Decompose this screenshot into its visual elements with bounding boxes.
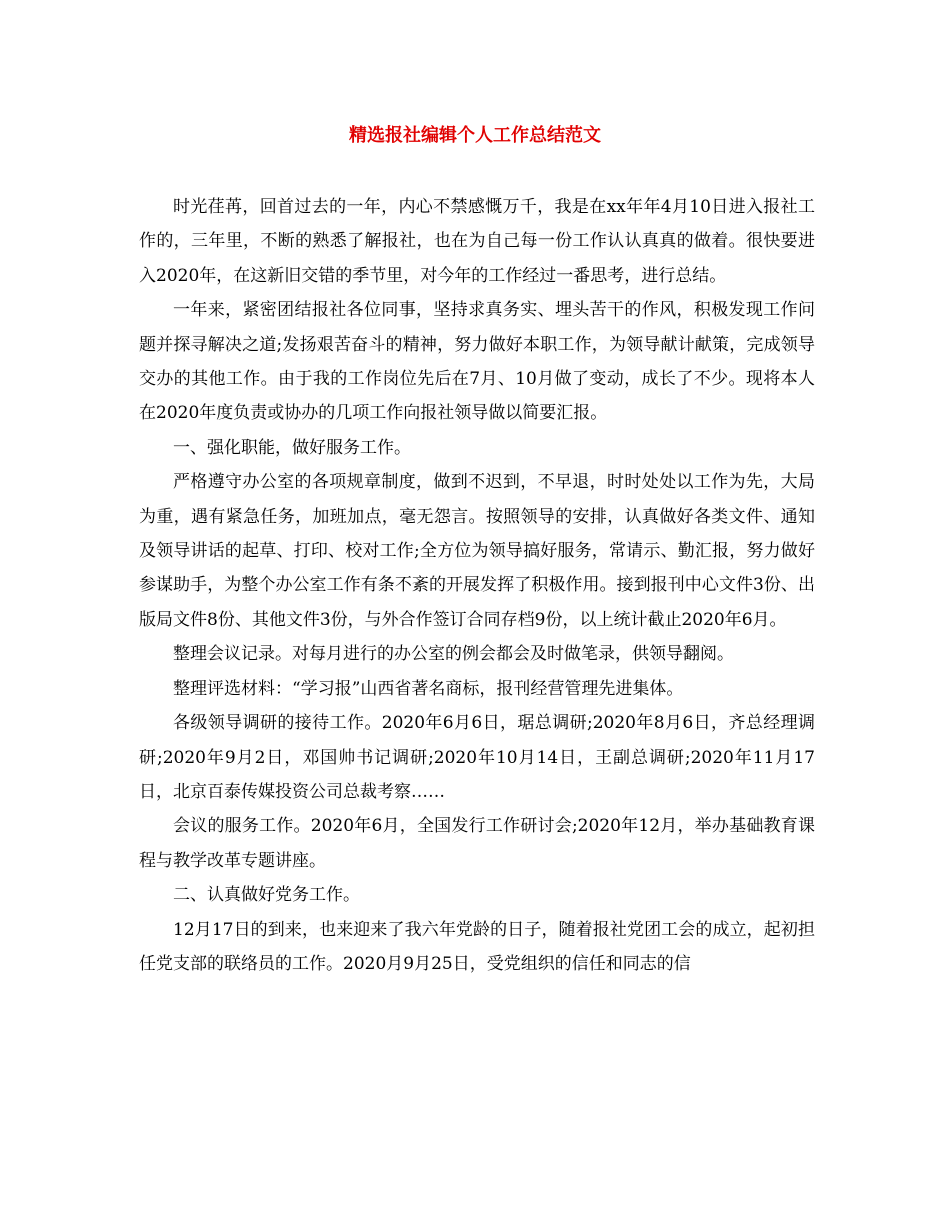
paragraph-6: 各级领导调研的接待工作。2020年6月6日，琚总调研;2020年8月6日，齐总经理调研;2020年9月2日，邓国帅书记调研;2020年10月14日，王副总调研;2020年11月17日，北京百泰传媒投资公司总裁考察……: [139, 713, 815, 802]
paragraph-4: 整理会议记录。对每月进行的办公室的例会都会及时做笔录，供领导翻阅。: [173, 644, 734, 665]
paragraph-2: 一年来，紧密团结报社各位同事，坚持求真务实、埋头苦干的作风，积极发现工作问题并探寻解决之道;发扬艰苦奋斗的精神，努力做好本职工作，为领导献计献策，完成领导交办的其他工作。由于我的工作岗位先后在7月、10月做了变动，成长了不少。现将本人在2020年度负责或协办的几项工作向报社领导做以简要汇报。: [139, 300, 815, 424]
paragraph-3: 严格遵守办公室的各项规章制度，做到不迟到，不早退，时时处处以工作为先，大局为重，遇有紧急任务，加班加点，毫无怨言。按照领导的安排，认真做好各类文件、通知及领导讲话的起草、打印、校对工作;全方位为领导搞好服务，常请示、勤汇报，努力做好参谋助手，为整个办公室工作有条不紊的开展发挥了积极作用。接到报刊中心文件3份、出版局文件8份、其他文件3份，与外合作签订合同存档9份，以上统计截止2020年6月。: [139, 472, 815, 630]
paragraph-8: 12月17日的到来，也来迎来了我六年党龄的日子，随着报社党团工会的成立，起初担任党支部的联络员的工作。2020月9月25日，受党组织的信任和同志的信: [139, 919, 815, 974]
paragraph-5: 整理评选材料：“学习报”山西省著名商标，报刊经营管理先进集体。: [173, 678, 684, 699]
document-body: [139, 190, 815, 981]
paragraph-1: 时光荏苒，回首过去的一年，内心不禁感慨万千，我是在xx年年4月10日进入报社工作的，三年里，不断的熟悉了解报社，也在为自己每一份工作认认真真的做着。很快要进入2020年，在这新旧交错的季节里，对今年的工作经过一番思考，进行总结。: [139, 197, 815, 286]
section-heading-2: 二、认真做好党务工作。: [173, 885, 360, 906]
section-heading-1: 一、强化职能，做好服务工作。: [173, 437, 411, 458]
document-title: 精选报社编辑个人工作总结范文: [349, 125, 601, 146]
paragraph-7: 会议的服务工作。2020年6月，全国发行工作研讨会;2020年12月，举办基础教育课程与教学改革专题讲座。: [139, 816, 815, 871]
